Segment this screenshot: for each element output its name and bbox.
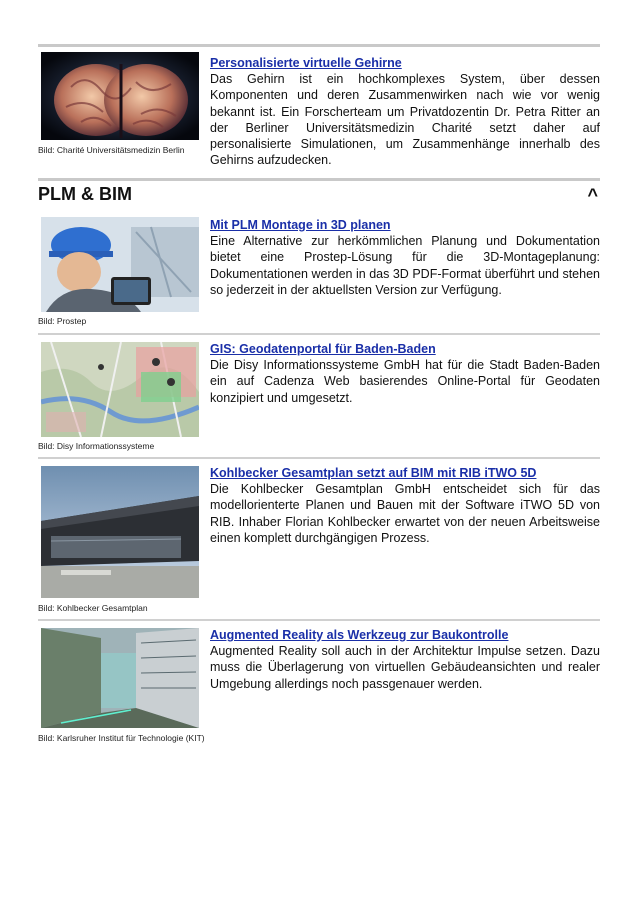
article-title-link[interactable]: Kohlbecker Gesamtplan setzt auf BIM mit RIB iTWO 5D	[210, 466, 537, 480]
section-header	[38, 180, 600, 210]
top-divider	[38, 44, 600, 47]
image-caption: Bild: Charité Universitätsmedizin Berlin	[38, 145, 185, 155]
image-caption: Bild: Disy Informationssysteme	[38, 441, 155, 451]
article-teaser: Augmented Reality soll auch in der Architektur Impulse setzen. Dazu muss die Überlagerung von virtuellen Gebäudeansichten und realer Umgebung allerdings noch passgenauer werden.	[210, 644, 600, 691]
plm-image	[41, 217, 199, 312]
article-teaser: Eine Alternative zur herkömmlichen Planung und Dokumentation bietet eine Prostep-Lösung für die 3D-Montageplanung: Dokumentationen werden in das 3D PDF-Format überführt und stehen so jederzeit in der aktuellsten Version zur Verfügung.	[210, 234, 600, 297]
article-teaser: Die Disy Informationssysteme GmbH hat für die Stadt Baden-Baden ein auf Cadenza Web basierendes Online-Portal für Geodaten konzipiert und umgesetzt.	[210, 358, 600, 405]
gis-map-image	[41, 342, 199, 437]
article-divider	[38, 619, 600, 621]
article-teaser: Die Kohlbecker Gesamtplan GmbH entscheidet sich für das modellorienterte Planen und Bauen mit der Software iTWO 5D von RIB. Inhaber Florian Kohlbecker erwartet von der neuen Arbeitsweise einen komplett durchgängigen Prozess.	[210, 482, 600, 545]
article-divider	[38, 457, 600, 459]
image-caption: Bild: Karlsruher Institut für Technologie (KIT)	[38, 733, 205, 743]
article-title-link[interactable]: Mit PLM Montage in 3D planen	[210, 218, 391, 232]
article-title-link[interactable]: GIS: Geodatenportal für Baden-Baden	[210, 342, 436, 356]
ar-image	[41, 628, 199, 728]
article-brain	[38, 50, 600, 170]
brain-image	[41, 52, 199, 140]
article-divider	[38, 333, 600, 335]
article-gis	[38, 339, 600, 451]
article-plm	[38, 214, 600, 329]
section-title: PLM & BIM	[38, 184, 132, 204]
article-teaser: Das Gehirn ist ein hochkomplexes System, über dessen Komponenten und deren Zusammenwirken nach wie vor wenig bekannt ist. Ein Forscherteam um Privatdozentin Dr. Petra Ritter an der Berliner Universitätsmedizin Charité setzt daher auf personalisierte Simulationen, um Zusammenhänge innerhalb des Gehirns aufzudecken.	[210, 72, 600, 168]
article-title-link[interactable]: Personalisierte virtuelle Gehirne	[210, 56, 402, 70]
article-title-link[interactable]: Augmented Reality als Werkzeug zur Baukontrolle	[210, 628, 509, 642]
article-kohlbecker	[38, 463, 600, 613]
article-ar	[38, 625, 600, 765]
image-caption: Bild: Kohlbecker Gesamtplan	[38, 603, 148, 613]
collapse-toggle-icon[interactable]: ^	[587, 185, 598, 205]
image-caption: Bild: Prostep	[38, 316, 87, 326]
building-image	[41, 466, 199, 598]
